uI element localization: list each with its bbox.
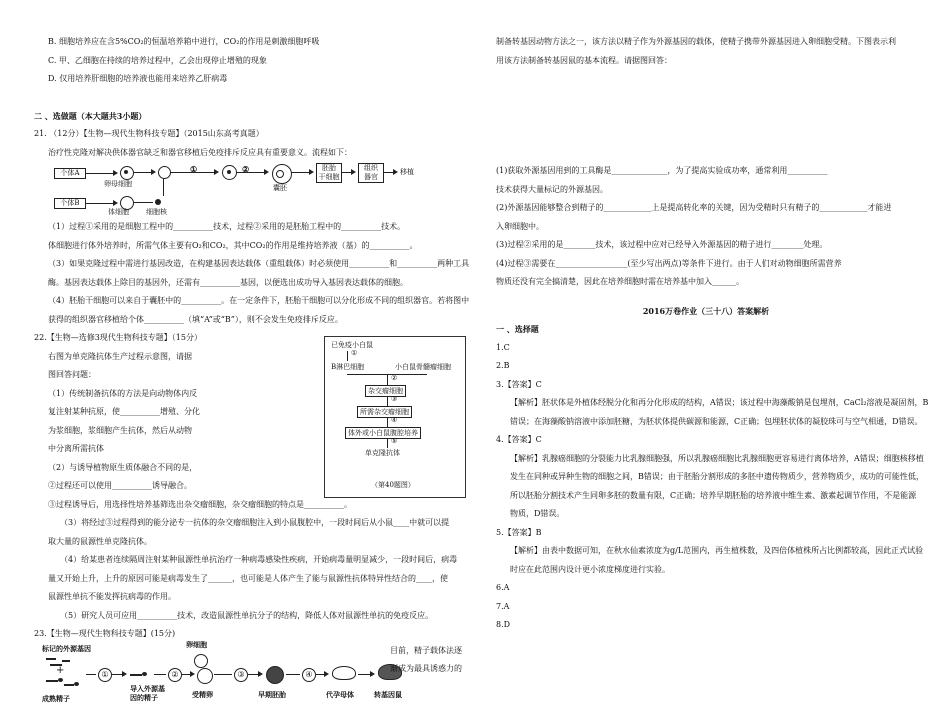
answer-3-explain-1: 【解析】胚状体是外植体经脱分化和再分化形成的结构，A错误；该过程中海藻酸钠是包埋剂，CaCl₂溶液是凝固剂，B [510,398,929,407]
q22-antibody-diagram [324,336,466,498]
myeloma-label: 小白鼠骨髓瘤细胞 [395,362,451,371]
section-heading-2: 二 、选做题（本大题共3小题） [34,110,147,121]
step-1-label: ① [190,164,198,174]
transformed-sperm-label: 导入外源基 因的精子 [130,683,165,702]
figure-caption: （第40题图） [371,480,415,489]
selected-hybridoma-box: 所需杂交瘤细胞 [357,406,412,418]
culture-box: 体外或小白鼠腹腔培养 [345,427,421,439]
step-4-label: ④ [391,415,398,424]
q21-flow-diagram [34,162,466,218]
q22-line-4: 复注射某种抗原，使__________增殖、分化 [48,407,200,416]
mab-label: 单克隆抗体 [365,448,400,457]
answer-5: 5.【答案】B [496,527,542,537]
es-cell-box: 胚胎 干细胞 [316,163,342,183]
option-d: D. 仅用培养肝细胞的培养液也能用来培养乙肝病毒 [48,74,228,83]
answer-3-explain-2: 错误；在海藻酸钠溶液中添加胚糖，为胚状体提供碳源和能源，C正确；包埋胚状体的凝胶珠可与空气相通，D错误。 [510,416,923,426]
egg-label: 卵细胞 [186,639,207,649]
blastocyst-label: 囊胚 [273,184,287,192]
answer-4-explain-4: 物质，D错误。 [510,509,565,518]
surrogate-label: 代孕母体 [326,689,354,699]
answer-4-explain-1: 【解析】乳腺癌细胞的分裂能力比乳腺细胞强，所以乳腺癌细胞比乳腺细胞更容易进行离体培养，A错误；细胞核移植 [510,453,924,463]
q23-q1: (1)获取外源基因用到的工具酶是______________，为了提高实验成功率，通常利用__________ [496,166,828,175]
b-cell-label: B淋巴细胞 [331,362,365,371]
q22-line-3: （1）传统制备抗体的方法是向动物体内反 [48,388,198,398]
immunized-mouse-label: 已免疫小白鼠 [331,340,373,349]
q21-line-2: 体细胞进行体外培养时，所需气体主要有O₂和CO₂，其中CO₂的作用是维持培养液（基）的__________。 [48,240,418,250]
q22-line-13: 量又开始上升，上升的原因可能是病毒发生了______，也可能是人体产生了能与鼠源性抗体特异性结合的____，使 [48,573,448,583]
q23-figure-space [496,70,916,162]
q23-side-line-2: 渐成为最具诱惑力的 [390,663,462,673]
q22-line-15: （5）研究人员可应用__________技术，改造鼠源性单抗分子的结构，降低人体对鼠源性单抗的免疫反应。 [60,610,434,620]
zygote-label: 受精卵 [192,689,213,699]
early-embryo-label: 早期胚胎 [258,689,286,699]
step-2-label: ② [391,373,398,382]
q21-heading: 21. （12分）【生物—现代生物科技专题】（2015山东高考真题） [34,129,264,138]
q22-line-12: （4）给某患者连续隔周注射某种鼠源性单抗治疗一种病毒感染性疾病，开始病毒量明显减少，一段时间后，病毒 [60,555,458,564]
section-heading-1: 一 、选择题 [496,324,539,334]
q23-q4: (4)过程③需要在__________________(至少写出两点)等条件下进行。由于人们对动物细胞所需营养 [496,258,842,268]
q22-block [34,340,466,496]
option-c: C. 甲、乙细胞在持续的培养过程中，乙会出现停止增殖的现象 [48,55,267,65]
somatic-cell-label: 体细胞 [108,208,129,216]
q21-line-4: 酶。基因表达载体上除目的基因外，还需有__________基因，以便选出成功导入基因表达载体的细胞。 [48,277,408,287]
q21-line-6: 获得的组织器官移植给个体__________（填“A”或“B”），则不会发生免疫排斥反应。 [48,314,343,324]
q22-line-11: 取大量的鼠源性单克隆抗体。 [48,536,152,546]
q22-line-5: 为浆细胞，浆细胞产生抗体，然后从动物 [48,425,192,435]
q23-side-line-1: 目前，精子载体法逐 [390,645,462,655]
zygote-icon [197,668,213,684]
q22-line-2: 图回答问题： [48,370,96,379]
q23-cont-line-1: 制备转基因动物方法之一，该方法以精子作为外源基因的载体，使精子携带外源基因进入卵细胞受精。下图表示利 [496,37,896,46]
q22-heading: 22.【生物—选修3现代生物科技专题】（15分） [34,333,202,342]
answer-5-explain-1: 【解析】由表中数据可知，在秋水仙素浓度为g/L范围内，再生植株数，及四倍体植株所占比例都较高，因此正式试验 [510,546,924,555]
step-2-label: ② [168,668,182,682]
step-1-label: ① [98,668,112,682]
q21-intro: 治疗性克隆对解决供体器官缺乏和器官移植后免疫排斥反应具有重要意义。流程如下： [48,147,352,157]
answer-8: 8.D [496,620,511,629]
answer-title: 2016万卷作业（三十八）答案解析 [642,305,770,316]
left-column [34,0,470,710]
answer-6: 6.A [496,583,510,592]
q22-line-10: （3）将经过③过程得到的能分泌专一抗体的杂交瘤细胞注入到小鼠腹腔中，一段时间后从小鼠____中就可以提 [60,518,450,527]
individual-b-box: 个体B [54,198,86,209]
step-5-label: ⑤ [391,436,398,445]
right-column [496,0,929,635]
step-3-label: ③ [391,394,398,403]
step-1-label: ① [351,348,358,357]
q23-cont-line-2: 用该方法制备转基因鼠的基本流程。请据图回答： [496,55,672,65]
nucleus-label: 细胞核 [146,208,167,216]
q22-line-8: ②过程还可以使用__________诱导融合。 [48,481,192,490]
q23-transgenic-diagram: 标记的外源基因 卵细胞 + 成熟精子 ① 导入外源基 因的精子 ② 受精卵 ③ 早期胚胎 ④ 代孕母体 转基因鼠 目前，精子载体法逐 渐成为最具诱惑力的 [42,639,462,703]
q22-line-7: （2）与诱导植物原生质体融合不同的是， [48,462,198,472]
q23-heading: 23.【生物—现代生物科技专题】(15分) [34,629,176,638]
hybridoma-box: 杂交瘤细胞 [365,385,406,397]
nucleus-icon [155,199,161,205]
q23-q3: (3)过程②采用的是________技术，该过程中应对已经导入外源基因的精子进行________处理。 [496,240,828,249]
q21-line-5: （4）胚胎干细胞可以来自于囊胚中的__________。在一定条件下，胚胎干细胞可以分化形成不同的组织器官。若将图中 [48,296,470,305]
oocyte-label: 卵母细胞 [104,180,132,188]
early-embryo-icon [266,666,284,684]
answer-5-explain-2: 时应在此范围内设计更小浓度梯度进行实验。 [510,564,670,574]
transgenic-mouse-label: 转基因鼠 [374,689,402,699]
step-4-label: ④ [302,668,316,682]
q22-line-1: 右图为单克隆抗体生产过程示意图，请据 [48,351,192,361]
individual-a-box: 个体A [54,168,86,179]
transplant-label: 移植 [400,168,414,176]
q23-q1-cont: 技术获得大量标记的外源基因。 [496,184,608,194]
marked-gene-label: 标记的外源基因 [42,643,91,653]
answer-4-explain-3: 所以胚胎分割技术产生同卵多胚的数量有限，C正确；培养早期胚胎的培养液中维生素、激素起调节作用，不是能源 [510,490,917,500]
egg-icon [194,654,208,668]
q23-q4-cont: 物质还没有完全搞清楚，因此在培养细胞时需在培养基中加入______。 [496,277,744,286]
q22-line-6: 中分离所需抗体 [48,444,104,453]
step-2-label: ② [242,164,250,174]
option-b: B. 细胞培养应在含5%CO₂的恒温培养箱中进行，CO₂的作用是刺激细胞呼吸 [48,37,320,46]
q21-line-1: （1）过程①采用的是细胞工程中的__________技术，过程②采用的是胚胎工程中的__________技术。 [48,222,406,231]
answer-2: 2.B [496,361,510,370]
q23-q2: (2)外源基因能够整合到精子的____________上是提高转化率的关键，因为受精时只有精子的____________才能进 [496,203,892,212]
q21-line-3: （3）如果克隆过程中需进行基因改造，在构建基因表达载体（重组载体）时必须使用__________和__________两种工具 [48,259,470,268]
answer-1: 1.C [496,342,510,352]
tissue-organ-box: 组织 器官 [358,163,384,183]
q22-line-14: 鼠源性单抗不能发挥抗病毒的作用。 [48,592,176,601]
q23-q2-cont: 入卵细胞中。 [496,221,544,231]
surrogate-mouse-icon [332,666,356,680]
answer-4-explain-2: 发生在同种或异种生物的细胞之间，B错误；由于胚胎分割形成的多胚中遗传物质少，营养物质少，成功的可能性低， [510,472,924,481]
mature-sperm-label: 成熟精子 [42,693,70,703]
q22-line-9: ③过程诱导后，用选择性培养基筛选出杂交瘤细胞，杂交瘤细胞的特点是__________。 [48,499,352,509]
step-3-label: ③ [234,668,248,682]
answer-4: 4.【答案】C [496,435,542,444]
answer-7: 7.A [496,601,510,611]
answer-3: 3.【答案】C [496,379,542,389]
